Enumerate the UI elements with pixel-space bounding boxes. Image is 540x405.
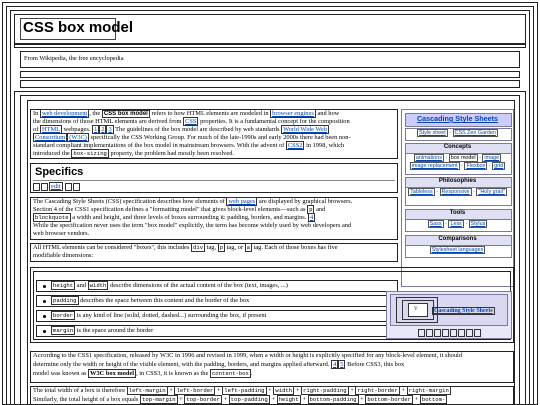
list-item-border: border is any kind of line (solid, dotted, dashed...) surrounding the box, if present [36, 310, 398, 322]
link-consortium[interactable]: Consortium [35, 134, 66, 141]
navbox-comparisons-row [405, 247, 510, 253]
code-left-padding: left-padding [224, 387, 265, 394]
ref-5[interactable]: 5 [340, 361, 344, 368]
navbox-title [405, 114, 510, 123]
formula-line-2: Similarly, the total height of a box equals top-margin + top-border + top-padding + height + bottom-padding + bottom-border + bottom- [33, 396, 446, 403]
intro-line-5: standard compliant implementations of the box model in mainstream browsers. With the advent of CSS2 in 1998, which [33, 142, 345, 149]
link-web-development[interactable]: web development [41, 110, 88, 117]
specifics-p1-line-1: The Cascading Style Sheets (CSS) specification describes how elements of web pages are displayed by graphical browsers. [33, 198, 353, 205]
code-left-margin: left-margin [128, 387, 166, 394]
link-w3c-abbr[interactable]: (W3C) [69, 134, 87, 141]
navbox-tools-title: Tools [449, 210, 466, 216]
code-blockquote: blockquote [35, 214, 69, 221]
link-css[interactable]: CSS [185, 118, 197, 125]
code-right-margin: right-margin [408, 387, 449, 394]
list-item-padding: padding describes the space between this content and the border of the box [36, 295, 398, 307]
separator-box-1 [20, 71, 520, 78]
edit-section-row [33, 183, 81, 192]
code-left-border: left-border [176, 387, 214, 394]
navbox-link-tableless[interactable]: Tableless [410, 189, 433, 195]
navbox-link-stylesheet-languages[interactable]: Stylesheet languages [431, 247, 484, 253]
navbox-comparisons-title: Comparisons [438, 236, 477, 242]
specifics-p2-line-1: All HTML elements can be considered "boxes", this includes div tag, p tag, or a tag. Each of those boxes has five [33, 244, 338, 251]
navbox-title-link[interactable]: Cascading Style Sheets [416, 114, 499, 123]
navbox-link-css-zen-garden[interactable]: CSS Zen Garden [454, 130, 496, 136]
code-bottom-padding: bottom-padding [309, 396, 357, 403]
navbox-link-sass[interactable]: Sass [429, 221, 442, 227]
navbox-philosophies-row: Tableless · Responsive · "Holy grail" [410, 189, 505, 195]
navbox-link-image[interactable]: image [484, 155, 500, 161]
intro-line-1: In web development , the CSS box model refers to how HTML elements are modeled in browser engines and how [33, 110, 340, 117]
link-html[interactable]: HTML [41, 126, 61, 133]
code-right-border: right-border [357, 387, 398, 394]
code-top-margin: top-margin [141, 396, 176, 403]
intro-line-4: Consortium (W3C) specifically the CSS Working Group. For much of the late-1990s and early 2000s there had been non- [35, 134, 351, 141]
ref-3[interactable]: 3 [108, 126, 112, 133]
intro-line-2: the dimensions of those HTML elements are derived from CSS properties. It is a fundamental concept for the composition [33, 118, 350, 125]
bold-w3c-box-model: W3C box model [90, 370, 135, 377]
separator-box-2 [20, 80, 520, 88]
intro-line-3: of HTML webpages. 1 2 3 The guidelines of the box model are described by web standards World Wide Web [33, 126, 328, 133]
css1-line-2: determine only the width or height of the visible element, with the padding, borders, and margins applied afterward. 4 5 Before CSS3, this box [33, 361, 405, 368]
code-p-tag: p [219, 244, 224, 251]
navbox-tools-row: Sass · Less · Stylus [429, 221, 486, 227]
code-div: div [192, 244, 204, 251]
specifics-heading-rule [33, 180, 395, 181]
navbox-link-holy-grail[interactable]: "Holy grail" [478, 189, 505, 195]
specifics-p1-line-4: While the specification never uses the term "box model" explicitly, the term has become widely used by web developers and [33, 222, 352, 229]
tagline: From Wikipedia, the free encyclopedia [24, 55, 124, 62]
code-border: border [53, 312, 74, 319]
navbox-link-grid[interactable]: grid [494, 163, 504, 169]
edit-link[interactable]: edit [51, 183, 61, 191]
navbox-concepts-row-1: animations · box model · image [415, 155, 500, 161]
code-top-padding: top-padding [230, 396, 268, 403]
code-width-formula: width [275, 387, 293, 394]
code-bottom-border: bottom-border [367, 396, 412, 403]
navbox-link-animations[interactable]: animations [415, 155, 442, 161]
code-top-border: top-border [186, 396, 220, 403]
ref-4-b[interactable]: 4 [333, 361, 337, 368]
specifics-p1-line-2: Section 4 of the CSS1 specification defines a "formatting model" that gives block-level elements—such as p and [33, 206, 326, 213]
code-height-formula: height [278, 396, 299, 403]
figure-small-label: V [414, 307, 418, 312]
navbox-current-box-model: box model [450, 155, 476, 161]
code-right-padding: right-padding [303, 387, 347, 394]
code-a: a [246, 244, 250, 251]
code-width: width [89, 282, 107, 289]
navbox-link-stylus[interactable]: Stylus [470, 221, 486, 227]
code-padding: padding [53, 297, 77, 304]
navbox-concepts-row-2: image replacement · Flexbox · grid [411, 163, 504, 169]
code-box-sizing: box-sizing [73, 150, 107, 157]
link-browser-engines[interactable]: browser engines [272, 110, 314, 117]
navbox-link-responsive[interactable]: Responsive [441, 189, 470, 195]
navbox-concepts-title: Concepts [443, 144, 472, 150]
navbox-link-style-sheet[interactable]: Style sheet [419, 130, 446, 136]
specifics-p1-line-5: web browser vendors. [33, 230, 90, 237]
title-underline-box [14, 44, 526, 48]
ref-1[interactable]: 1 [94, 126, 98, 133]
code-height: height [53, 282, 74, 289]
specifics-heading-box [30, 163, 398, 193]
figure-caption-row [418, 329, 482, 338]
link-web-pages[interactable]: web pages [228, 198, 256, 205]
intro-line-6: introduced the box-sizing property, the problem had mostly been resolved. [33, 150, 234, 157]
navbox-link-image-replacement[interactable]: image replacement [411, 163, 458, 169]
specifics-heading: Specifics [35, 166, 84, 178]
figure-box-inner [408, 303, 428, 317]
navbox-link-flexbox[interactable]: Flexbox [466, 163, 486, 169]
code-bottom-margin-partial: bottom- [421, 396, 446, 403]
link-w3c[interactable]: World Wide Web [283, 126, 328, 133]
specifics-p1-line-3: blockquote a width and height, and three levels of boxes surrounding it: padding, borders, and margins. 4 [35, 214, 314, 221]
navbox-row-1-items: Style sheet · CSS Zen Garden [419, 130, 496, 136]
code-margin: margin [53, 327, 74, 334]
ref-4-a[interactable]: 4 [309, 214, 314, 221]
list-item-height-width: height and width describe dimensions of the actual content of the box (text, images, ...) [36, 280, 398, 292]
formula-line-1: The total width of a box is therefore left-margin + left-border + left-padding + width + right-padding + right-border + right-margin [33, 387, 449, 394]
figure-caption-link[interactable]: Cascading Style Sheets [434, 308, 493, 314]
list-item-margin: margin is the space around the border [36, 325, 398, 337]
figure-caption [432, 307, 495, 315]
ref-2[interactable]: 2 [101, 126, 105, 133]
bold-css-box-model: CSS box model [103, 111, 148, 117]
code-content-box: content-box [211, 370, 249, 377]
code-p: p [309, 206, 313, 213]
specifics-p2-line-2: modifiable dimensions: [33, 252, 94, 259]
css1-line-3: model was known as W3C box model , in CSS3, it is known as the content-box . [33, 370, 253, 377]
navbox-link-less[interactable]: Less [450, 221, 462, 227]
navbox-philosophies-title: Philosophies [438, 178, 477, 184]
link-css2[interactable]: CSS2 [287, 142, 303, 149]
css1-line-1: According to the CSS1 specification, released by W3C in 1996 and revised in 1999, when a width or height is explicitly specified for any block-level element, it should [33, 352, 463, 359]
page-title: CSS box model [23, 19, 134, 36]
